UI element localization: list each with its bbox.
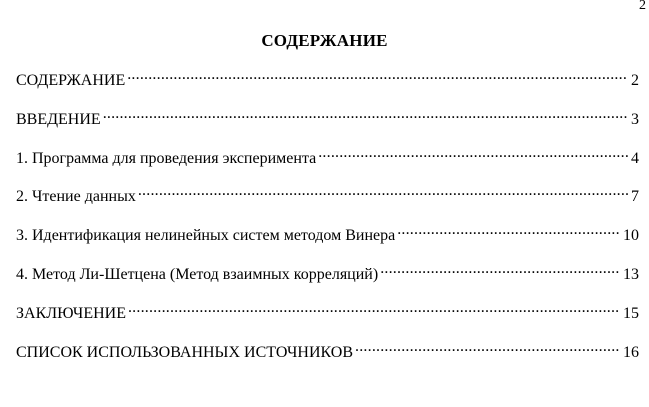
dot-leader — [355, 337, 620, 357]
table-of-contents — [16, 65, 639, 375]
toc-entry[interactable] — [16, 143, 639, 182]
toc-entry[interactable] — [16, 337, 639, 376]
toc-entry-title: 3. Идентификация нелинейных систем методом Винера — [16, 227, 396, 245]
toc-entry-page: 2 — [631, 72, 639, 89]
toc-entry-page: 4 — [631, 149, 639, 167]
page-number: 2 — [639, 0, 646, 13]
dot-leader — [318, 143, 628, 163]
toc-entry-page: 16 — [623, 343, 639, 361]
dot-leader — [397, 220, 620, 240]
toc-entry-page: 3 — [631, 110, 639, 128]
toc-entry[interactable] — [16, 104, 639, 143]
toc-entry-title: 1. Программа для проведения эксперимента — [16, 149, 317, 167]
toc-entry[interactable] — [16, 259, 639, 298]
toc-entry-title: 4. Метод Ли-Шетцена (Метод взаимных корреляций) — [16, 265, 379, 283]
dot-leader — [128, 298, 620, 318]
toc-entry-page: 13 — [623, 265, 639, 283]
toc-entry[interactable] — [16, 181, 639, 220]
toc-entry[interactable] — [16, 220, 639, 259]
toc-entry[interactable] — [16, 298, 639, 337]
dot-leader — [127, 65, 628, 85]
dot-leader — [380, 259, 620, 279]
toc-entry[interactable] — [16, 65, 639, 104]
toc-entry-title: ВВЕДЕНИЕ — [16, 110, 101, 128]
toc-entry-title: СОДЕРЖАНИЕ — [16, 72, 126, 89]
dot-leader — [138, 181, 628, 201]
dot-leader — [103, 104, 628, 124]
toc-heading: СОДЕРЖАНИЕ — [261, 31, 388, 50]
toc-entry-title: 2. Чтение данных — [16, 188, 136, 206]
toc-entry-page: 10 — [623, 227, 639, 245]
toc-entry-title: ЗАКЛЮЧЕНИЕ — [16, 304, 126, 322]
toc-entry-page: 15 — [623, 304, 639, 322]
toc-entry-page: 7 — [631, 188, 639, 206]
toc-entry-title: СПИСОК ИСПОЛЬЗОВАННЫХ ИСТОЧНИКОВ — [16, 343, 354, 361]
